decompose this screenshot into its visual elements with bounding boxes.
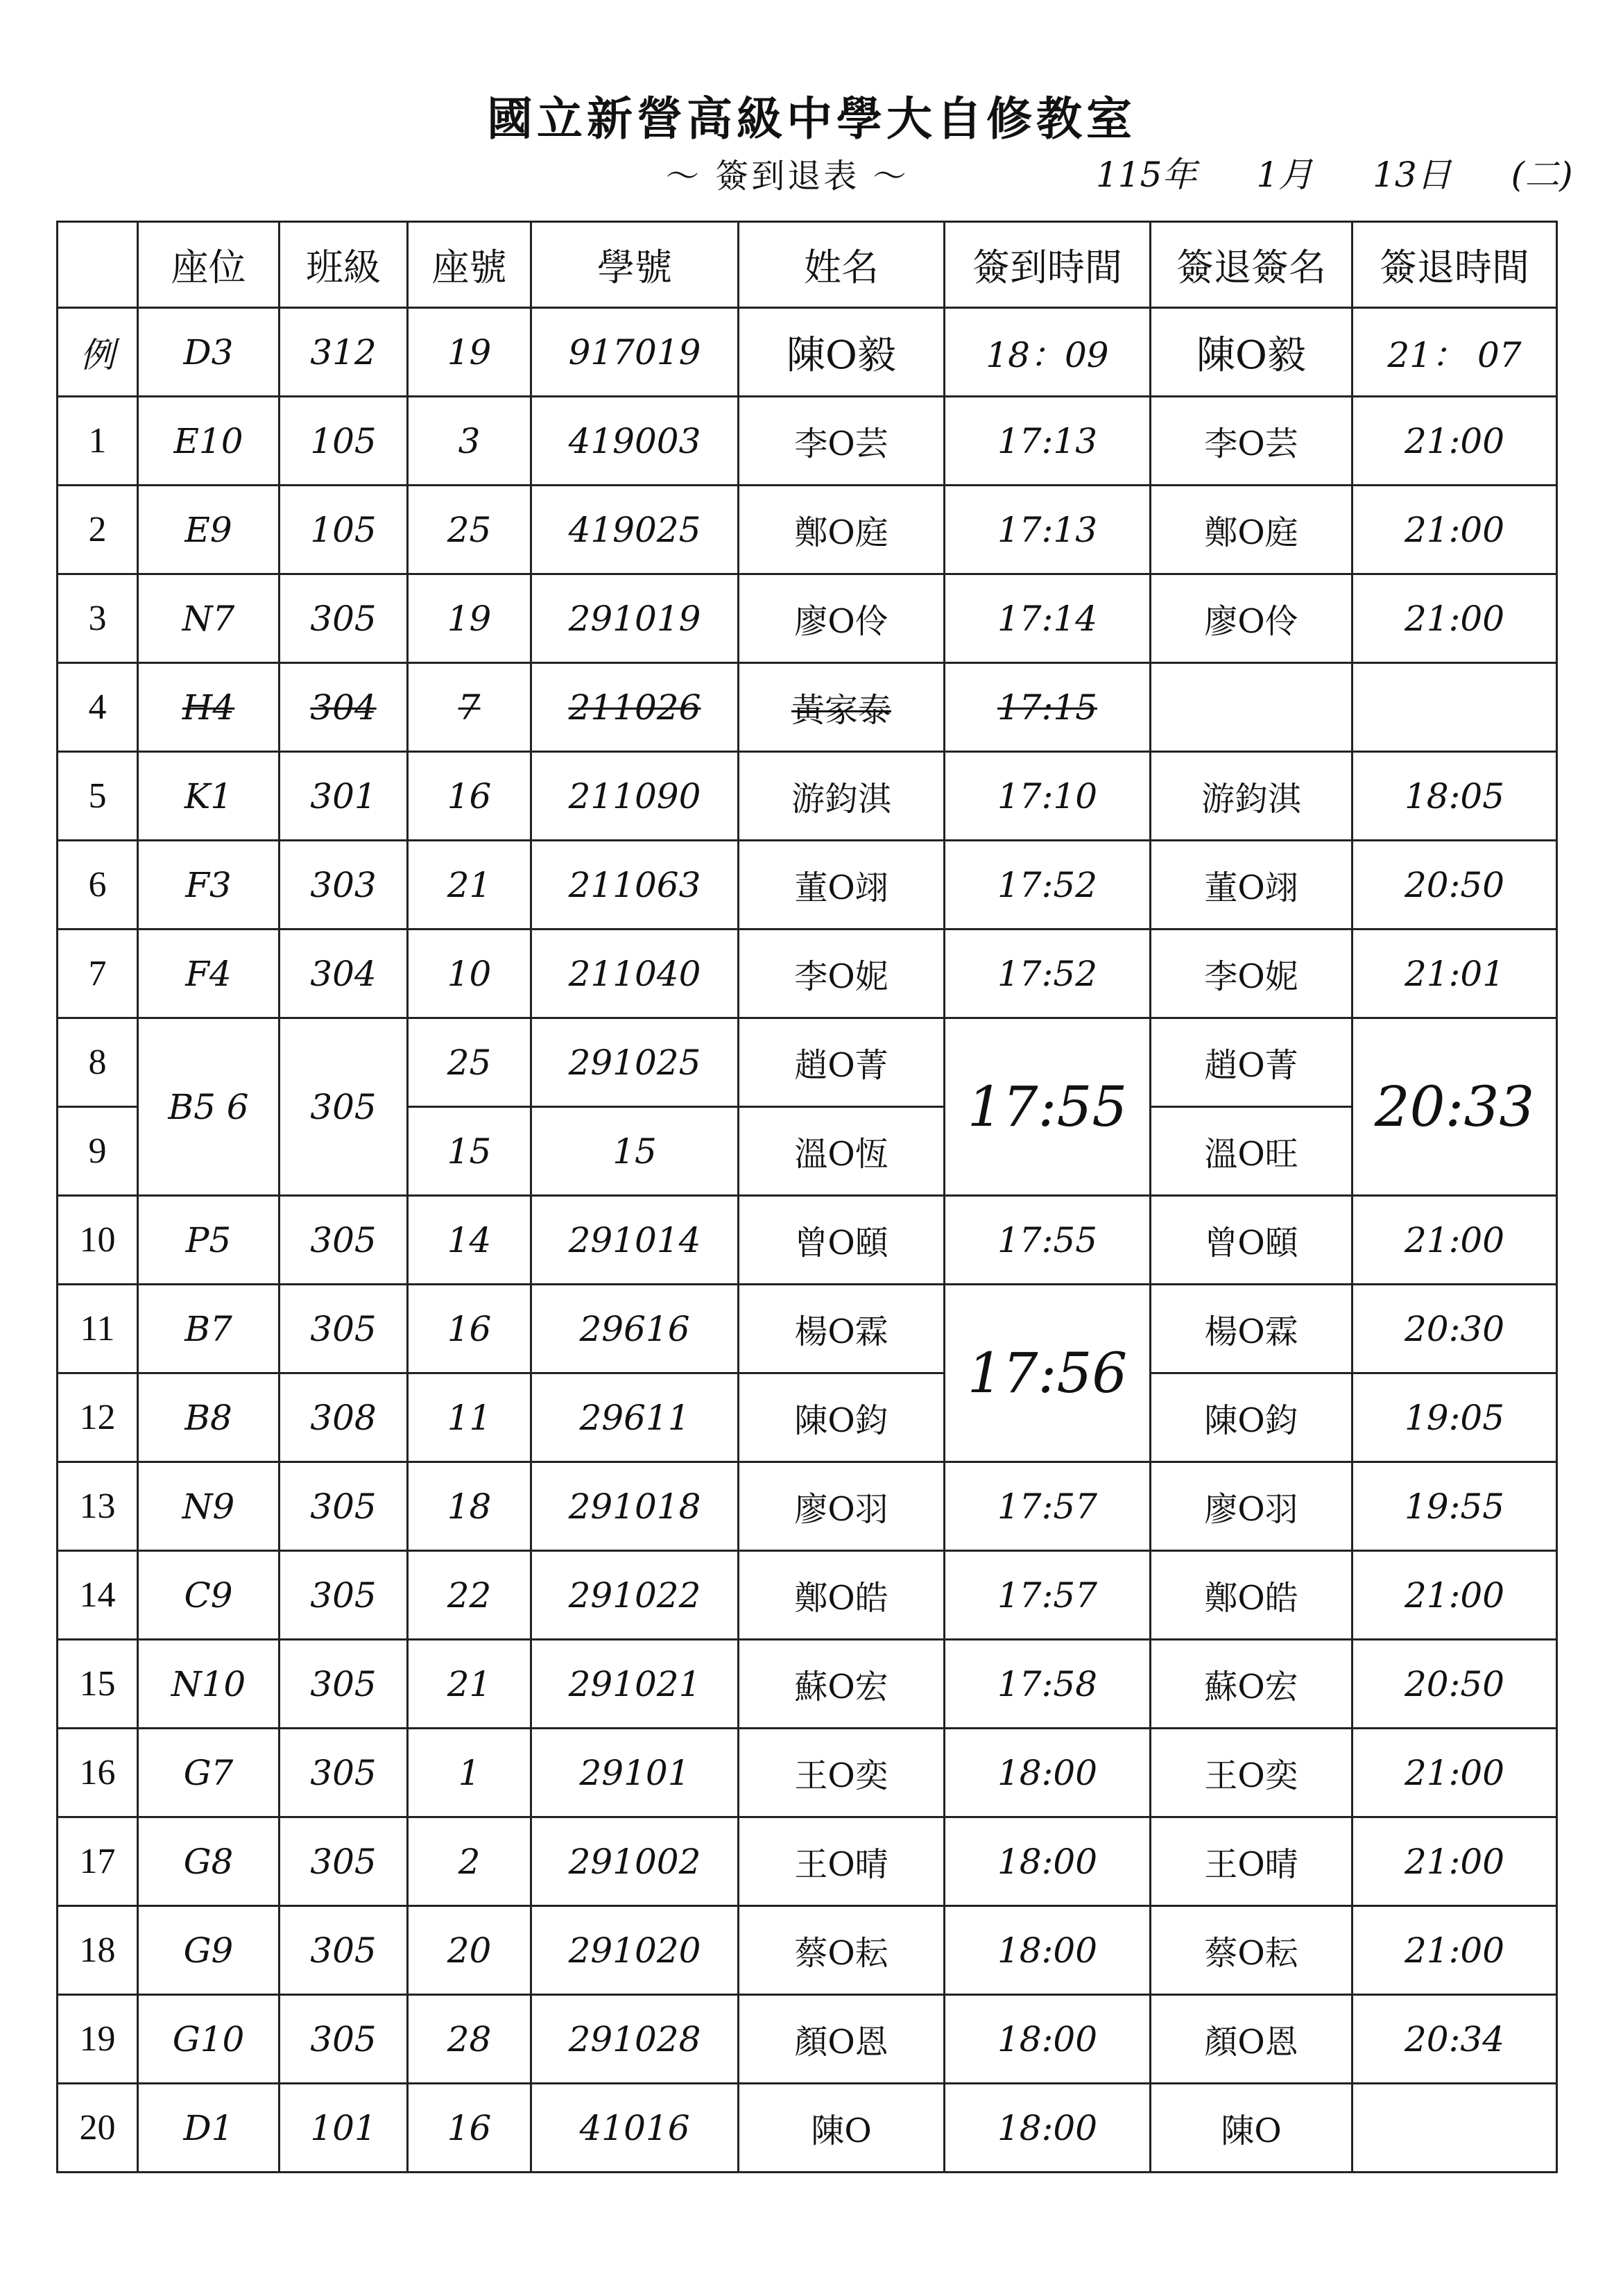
cell-time-out: 18:05 [1352, 752, 1557, 841]
cell-signout-name: 王O晴 [1151, 1817, 1352, 1906]
cell-class: 305 [280, 1906, 408, 1995]
cell-time-in: 17:55 [945, 1196, 1151, 1285]
cell-student-id: 29611 [531, 1373, 739, 1462]
cell-num: 3 [58, 574, 138, 663]
cell-name: 曾O頤 [739, 1196, 945, 1285]
cell-time-in: 18:00 [945, 1817, 1151, 1906]
cell-seat: N9 [138, 1462, 280, 1551]
cell-class: 305 [280, 1462, 408, 1551]
table-row [58, 752, 1557, 841]
cell-class: 305 [280, 1196, 408, 1285]
cell-seat-no: 19 [408, 308, 531, 397]
table-row [58, 486, 1557, 574]
cell-class: 305 [280, 1285, 408, 1373]
table-row [58, 663, 1557, 752]
document-title: 國立新營高級中學大自修教室 [487, 92, 1136, 146]
cell-num: 17 [58, 1817, 138, 1906]
cell-seat-no: 20 [408, 1906, 531, 1995]
table-row [58, 1196, 1557, 1285]
cell-time-out: 21:00 [1352, 1906, 1557, 1995]
cell-name: 蘇O宏 [739, 1640, 945, 1729]
cell-class: 105 [280, 397, 408, 486]
cell-seat-no: 21 [408, 1640, 531, 1729]
cell-student-id: 29616 [531, 1285, 739, 1373]
cell-num: 14 [58, 1551, 138, 1640]
table-row [58, 1729, 1557, 1817]
cell-seat-no: 2 [408, 1817, 531, 1906]
cell-time-in: 17:15 [945, 663, 1151, 752]
cell-num: 20 [58, 2084, 138, 2173]
cell-signout-name: 鄭O庭 [1151, 486, 1352, 574]
column-header-class: 班級 [280, 222, 408, 308]
cell-student-id: 211090 [531, 752, 739, 841]
cell-num: 16 [58, 1729, 138, 1817]
cell-seat: G10 [138, 1995, 280, 2084]
cell-time-in: 18:00 [945, 1906, 1151, 1995]
column-header-time-in: 簽到時間 [945, 222, 1151, 308]
cell-name: 廖O伶 [739, 574, 945, 663]
cell-seat: E9 [138, 486, 280, 574]
cell-seat: H4 [138, 663, 280, 752]
cell-num: 5 [58, 752, 138, 841]
cell-student-id: 291021 [531, 1640, 739, 1729]
cell-name: 董O翊 [739, 841, 945, 929]
table-row [58, 929, 1557, 1018]
cell-time-out: 20:50 [1352, 1640, 1557, 1729]
cell-name: 王O奕 [739, 1729, 945, 1817]
cell-name: 鄭O庭 [739, 486, 945, 574]
date-year: 115年 [1096, 155, 1197, 195]
column-header-signout-name: 簽退簽名 [1151, 222, 1352, 308]
cell-name: 溫O恆 [739, 1107, 945, 1196]
cell-signout-name: 顏O恩 [1151, 1995, 1352, 2084]
date-line [1096, 147, 1601, 197]
cell-num: 10 [58, 1196, 138, 1285]
cell-time-out: 21:00 [1352, 397, 1557, 486]
cell-time-in: 17:52 [945, 841, 1151, 929]
cell-num: 4 [58, 663, 138, 752]
cell-num: 9 [58, 1107, 138, 1196]
cell-student-id: 291002 [531, 1817, 739, 1906]
cell-num: 6 [58, 841, 138, 929]
cell-signout-name: 趙O菁 [1151, 1018, 1352, 1107]
cell-num: 15 [58, 1640, 138, 1729]
cell-class: 305 [280, 1551, 408, 1640]
cell-time-in: 17:13 [945, 397, 1151, 486]
cell-signout-name [1151, 663, 1352, 752]
cell-signout-name: 王O奕 [1151, 1729, 1352, 1817]
cell-class: 305 [280, 1018, 408, 1196]
cell-seat-no: 16 [408, 752, 531, 841]
cell-time-in: 17:57 [945, 1462, 1151, 1551]
table-row [58, 2084, 1557, 2173]
cell-num: 2 [58, 486, 138, 574]
cell-time-out: 20:50 [1352, 841, 1557, 929]
cell-name: 陳O毅 [739, 308, 945, 397]
cell-seat: D1 [138, 2084, 280, 2173]
cell-name: 楊O霖 [739, 1285, 945, 1373]
column-header-name: 姓名 [739, 222, 945, 308]
cell-student-id: 291018 [531, 1462, 739, 1551]
cell-name: 廖O羽 [739, 1462, 945, 1551]
cell-seat: D3 [138, 308, 280, 397]
cell-seat-no: 16 [408, 1285, 531, 1373]
cell-signout-name: 李O芸 [1151, 397, 1352, 486]
column-header-student-id: 學號 [531, 222, 739, 308]
cell-time-out: 20:30 [1352, 1285, 1557, 1373]
cell-name: 鄭O皓 [739, 1551, 945, 1640]
cell-signout-name: 廖O伶 [1151, 574, 1352, 663]
cell-seat: P5 [138, 1196, 280, 1285]
cell-signout-name: 李O妮 [1151, 929, 1352, 1018]
cell-time-out: 21： 07 [1352, 308, 1557, 397]
cell-class: 305 [280, 574, 408, 663]
cell-student-id: 419003 [531, 397, 739, 486]
cell-name: 蔡O耘 [739, 1906, 945, 1995]
cell-time-in: 17:13 [945, 486, 1151, 574]
cell-seat-no: 28 [408, 1995, 531, 2084]
cell-student-id: 291025 [531, 1018, 739, 1107]
cell-seat-no: 18 [408, 1462, 531, 1551]
cell-time-in: 18:00 [945, 2084, 1151, 2173]
cell-seat-no: 16 [408, 2084, 531, 2173]
cell-time-in: 17:55 [945, 1018, 1151, 1196]
signin-table [56, 221, 1558, 2173]
cell-num: 19 [58, 1995, 138, 2084]
cell-student-id: 917019 [531, 308, 739, 397]
cell-class: 308 [280, 1373, 408, 1462]
cell-student-id: 29101 [531, 1729, 739, 1817]
cell-signout-name: 蘇O宏 [1151, 1640, 1352, 1729]
cell-name: 黃家泰 [739, 663, 945, 752]
table-row [58, 1640, 1557, 1729]
cell-seat: F4 [138, 929, 280, 1018]
cell-student-id: 419025 [531, 486, 739, 574]
cell-time-out: 19:05 [1352, 1373, 1557, 1462]
cell-time-in: 17:57 [945, 1551, 1151, 1640]
cell-name: 顏O恩 [739, 1995, 945, 2084]
cell-signout-name: 鄭O皓 [1151, 1551, 1352, 1640]
cell-seat-no: 21 [408, 841, 531, 929]
cell-class: 305 [280, 1640, 408, 1729]
cell-class: 312 [280, 308, 408, 397]
cell-num: 12 [58, 1373, 138, 1462]
cell-seat: B7 [138, 1285, 280, 1373]
cell-signout-name: 廖O羽 [1151, 1462, 1352, 1551]
cell-student-id: 211026 [531, 663, 739, 752]
cell-seat: G9 [138, 1906, 280, 1995]
table-row [58, 1906, 1557, 1995]
cell-time-out: 21:00 [1352, 1196, 1557, 1285]
column-header-seat-no: 座號 [408, 222, 531, 308]
cell-student-id: 41016 [531, 2084, 739, 2173]
cell-time-in: 17:14 [945, 574, 1151, 663]
cell-seat: E10 [138, 397, 280, 486]
cell-name: 游鈞淇 [739, 752, 945, 841]
cell-time-out: 20:34 [1352, 1995, 1557, 2084]
cell-seat: F3 [138, 841, 280, 929]
date-weekday: (二) [1511, 155, 1573, 195]
cell-time-in: 18:00 [945, 1729, 1151, 1817]
cell-student-id: 291020 [531, 1906, 739, 1995]
cell-class: 305 [280, 1729, 408, 1817]
column-header-num [58, 222, 138, 308]
table-row [58, 1995, 1557, 2084]
cell-class: 105 [280, 486, 408, 574]
cell-name: 陳O [739, 2084, 945, 2173]
cell-class: 304 [280, 663, 408, 752]
cell-name: 王O晴 [739, 1817, 945, 1906]
table-row [58, 574, 1557, 663]
cell-num: 例 [58, 308, 138, 397]
table-row [58, 841, 1557, 929]
cell-time-in: 17:58 [945, 1640, 1151, 1729]
document-subtitle: ～ 簽到退表 ～ [666, 157, 909, 196]
cell-time-out: 21:00 [1352, 574, 1557, 663]
cell-time-in: 18：09 [945, 308, 1151, 397]
cell-name: 趙O菁 [739, 1018, 945, 1107]
cell-seat: G7 [138, 1729, 280, 1817]
cell-seat-no: 15 [408, 1107, 531, 1196]
cell-name: 李O妮 [739, 929, 945, 1018]
cell-seat-no: 3 [408, 397, 531, 486]
cell-time-out [1352, 663, 1557, 752]
cell-seat: N7 [138, 574, 280, 663]
cell-seat-no: 10 [408, 929, 531, 1018]
cell-seat-no: 25 [408, 1018, 531, 1107]
cell-seat-no: 14 [408, 1196, 531, 1285]
cell-num: 8 [58, 1018, 138, 1107]
cell-seat: B5 6 [138, 1018, 280, 1196]
cell-class: 305 [280, 1817, 408, 1906]
column-header-seat: 座位 [138, 222, 280, 308]
cell-student-id: 211040 [531, 929, 739, 1018]
cell-student-id: 211063 [531, 841, 739, 929]
cell-time-out: 21:00 [1352, 486, 1557, 574]
cell-student-id: 291019 [531, 574, 739, 663]
cell-time-out: 21:00 [1352, 1729, 1557, 1817]
cell-seat-no: 22 [408, 1551, 531, 1640]
table-row [58, 1817, 1557, 1906]
cell-num: 13 [58, 1462, 138, 1551]
cell-time-in: 18:00 [945, 1995, 1151, 2084]
cell-seat: G8 [138, 1817, 280, 1906]
cell-num: 1 [58, 397, 138, 486]
cell-student-id: 291028 [531, 1995, 739, 2084]
cell-signout-name: 陳O [1151, 2084, 1352, 2173]
cell-student-id: 291022 [531, 1551, 739, 1640]
cell-class: 305 [280, 1995, 408, 2084]
cell-seat: C9 [138, 1551, 280, 1640]
cell-signout-name: 董O翊 [1151, 841, 1352, 929]
cell-student-id: 291014 [531, 1196, 739, 1285]
cell-num: 7 [58, 929, 138, 1018]
cell-class: 101 [280, 2084, 408, 2173]
cell-name: 陳O鈞 [739, 1373, 945, 1462]
cell-signout-name: 陳O毅 [1151, 308, 1352, 397]
cell-time-out: 21:01 [1352, 929, 1557, 1018]
cell-time-in: 17:10 [945, 752, 1151, 841]
example-row [58, 308, 1557, 397]
cell-time-out [1352, 2084, 1557, 2173]
cell-signout-name: 陳O鈞 [1151, 1373, 1352, 1462]
cell-seat-no: 1 [408, 1729, 531, 1817]
date-day: 13日 [1373, 155, 1452, 195]
column-header-time-out: 簽退時間 [1352, 222, 1557, 308]
cell-num: 11 [58, 1285, 138, 1373]
cell-seat-no: 11 [408, 1373, 531, 1462]
cell-time-out: 20:33 [1352, 1018, 1557, 1196]
table-row [58, 1373, 1557, 1462]
cell-class: 301 [280, 752, 408, 841]
cell-name: 李O芸 [739, 397, 945, 486]
cell-class: 303 [280, 841, 408, 929]
table-row [58, 1018, 1557, 1107]
cell-seat: B8 [138, 1373, 280, 1462]
cell-student-id: 15 [531, 1107, 739, 1196]
cell-seat-no: 19 [408, 574, 531, 663]
cell-time-in: 17:56 [945, 1285, 1151, 1462]
cell-signout-name: 曾O頤 [1151, 1196, 1352, 1285]
table-row [58, 397, 1557, 486]
cell-seat-no: 7 [408, 663, 531, 752]
date-month: 1月 [1256, 155, 1314, 195]
cell-num: 18 [58, 1906, 138, 1995]
cell-signout-name: 溫O旺 [1151, 1107, 1352, 1196]
cell-signout-name: 游鈞淇 [1151, 752, 1352, 841]
cell-time-out: 21:00 [1352, 1817, 1557, 1906]
table-row [58, 1462, 1557, 1551]
cell-seat: N10 [138, 1640, 280, 1729]
cell-class: 304 [280, 929, 408, 1018]
table-row [58, 1285, 1557, 1373]
cell-time-out: 21:00 [1352, 1551, 1557, 1640]
header-row [58, 222, 1557, 308]
cell-signout-name: 蔡O耘 [1151, 1906, 1352, 1995]
table-row [58, 1551, 1557, 1640]
cell-seat-no: 25 [408, 486, 531, 574]
cell-time-out: 19:55 [1352, 1462, 1557, 1551]
cell-signout-name: 楊O霖 [1151, 1285, 1352, 1373]
cell-seat: K1 [138, 752, 280, 841]
cell-time-in: 17:52 [945, 929, 1151, 1018]
